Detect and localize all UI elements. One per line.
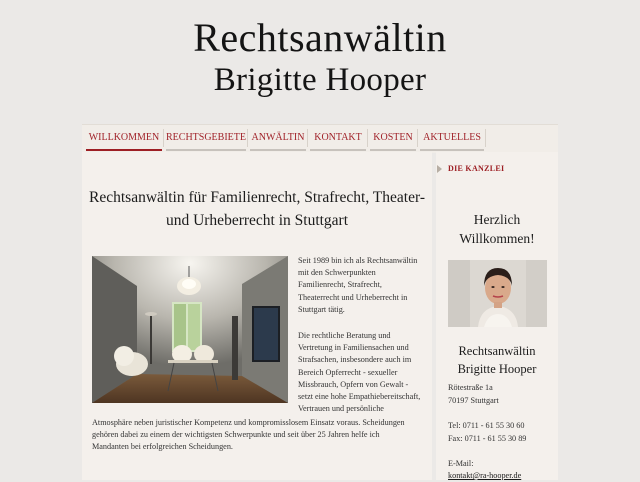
text-line: Missbrauch, Opfern von Gewalt - [298, 379, 409, 389]
text-line: Seit 1989 bin ich als Rechtsanwältin [298, 256, 418, 265]
welcome-line-2: Willkommen! [459, 231, 535, 246]
text-line: Strafsachen, insbesondere auch im [298, 355, 412, 365]
main-content [82, 152, 432, 480]
nav-item-kontakt[interactable] [310, 125, 366, 151]
nav-label: RECHTSGEBIETE [166, 132, 246, 143]
address-city: 70197 Stuttgart [448, 396, 499, 405]
nav-label: ANWÄLTIN [251, 132, 305, 143]
name-line-1: Rechtsanwältin [458, 344, 536, 358]
welcome-line-1: Herzlich [473, 212, 521, 227]
text-line: Die rechtliche Beratung und [298, 331, 391, 340]
text-line: gehören dabei zu einem der wichtigsten Schwerpunkte und seit über 25 Jahren helfe ich [92, 430, 380, 440]
nav-label: KOSTEN [373, 132, 413, 143]
phone-number: Tel: 0711 - 61 55 30 60 [448, 421, 525, 430]
site-title: Rechtsanwältin [193, 15, 447, 60]
address-street: Rötestraße 1a [448, 383, 493, 392]
text-line: Bereich Opferrecht - sexueller [298, 367, 398, 377]
text-line: Mandanten bei erfolgreichen Scheidungen. [92, 442, 233, 452]
site-subtitle: Brigitte Hooper [213, 62, 427, 98]
page-heading [82, 186, 432, 232]
text-line: setzt eine hohe Empathiebereitschaft, [298, 392, 421, 402]
heading-line-1: Rechtsanwältin für Familienrecht, Strafrecht, Theater- [89, 189, 425, 206]
welcome-text [436, 210, 558, 248]
nav-label: KONTAKT [314, 132, 362, 143]
intro-paragraph [298, 255, 432, 316]
sidebar-title[interactable]: DIE KANZLEI [448, 164, 505, 173]
lawyer-portrait [448, 260, 547, 327]
nav-item-willkommen[interactable] [86, 125, 162, 151]
nav-item-aktuelles[interactable] [420, 125, 484, 151]
email-link[interactable]: kontakt@ra-hooper.de [448, 471, 522, 480]
nav-item-kosten[interactable] [370, 125, 416, 151]
text-line: Theaterrecht und Urheberrecht in [298, 292, 408, 302]
arrow-right-icon [437, 165, 442, 173]
name-line-2: Brigitte Hooper [457, 362, 537, 376]
heading-line-2: und Urheberrecht in Stuttgart [165, 212, 349, 229]
text-line: Vertrauen und persönliche [298, 404, 384, 414]
nav-label: WILLKOMMEN [88, 132, 160, 143]
practice-paragraph [298, 330, 432, 415]
sidebar [436, 152, 558, 480]
nav-item-rechtsgebiete[interactable] [166, 125, 246, 151]
text-line: Familienrecht, Strafrecht, [298, 280, 382, 290]
lawyer-name [436, 342, 558, 378]
text-line: Atmosphäre neben juristischer Kompetenz und kompromisslosem Einsatz voraus. Scheidungen [92, 418, 405, 427]
nav-label: AKTUELLES [423, 132, 481, 143]
text-line: Vertretung in Familiensachen und [298, 343, 409, 353]
email-label: E-Mail: [448, 459, 474, 468]
office-photo [92, 256, 288, 403]
main-nav [82, 124, 558, 153]
practice-paragraph-continued [92, 417, 426, 454]
nav-item-anwaeltin[interactable] [250, 125, 306, 151]
text-line: Stuttgart tätig. [298, 304, 345, 314]
text-line: mit den Schwerpunkten [298, 268, 376, 278]
fax-number: Fax: 0711 - 61 55 30 89 [448, 434, 527, 443]
